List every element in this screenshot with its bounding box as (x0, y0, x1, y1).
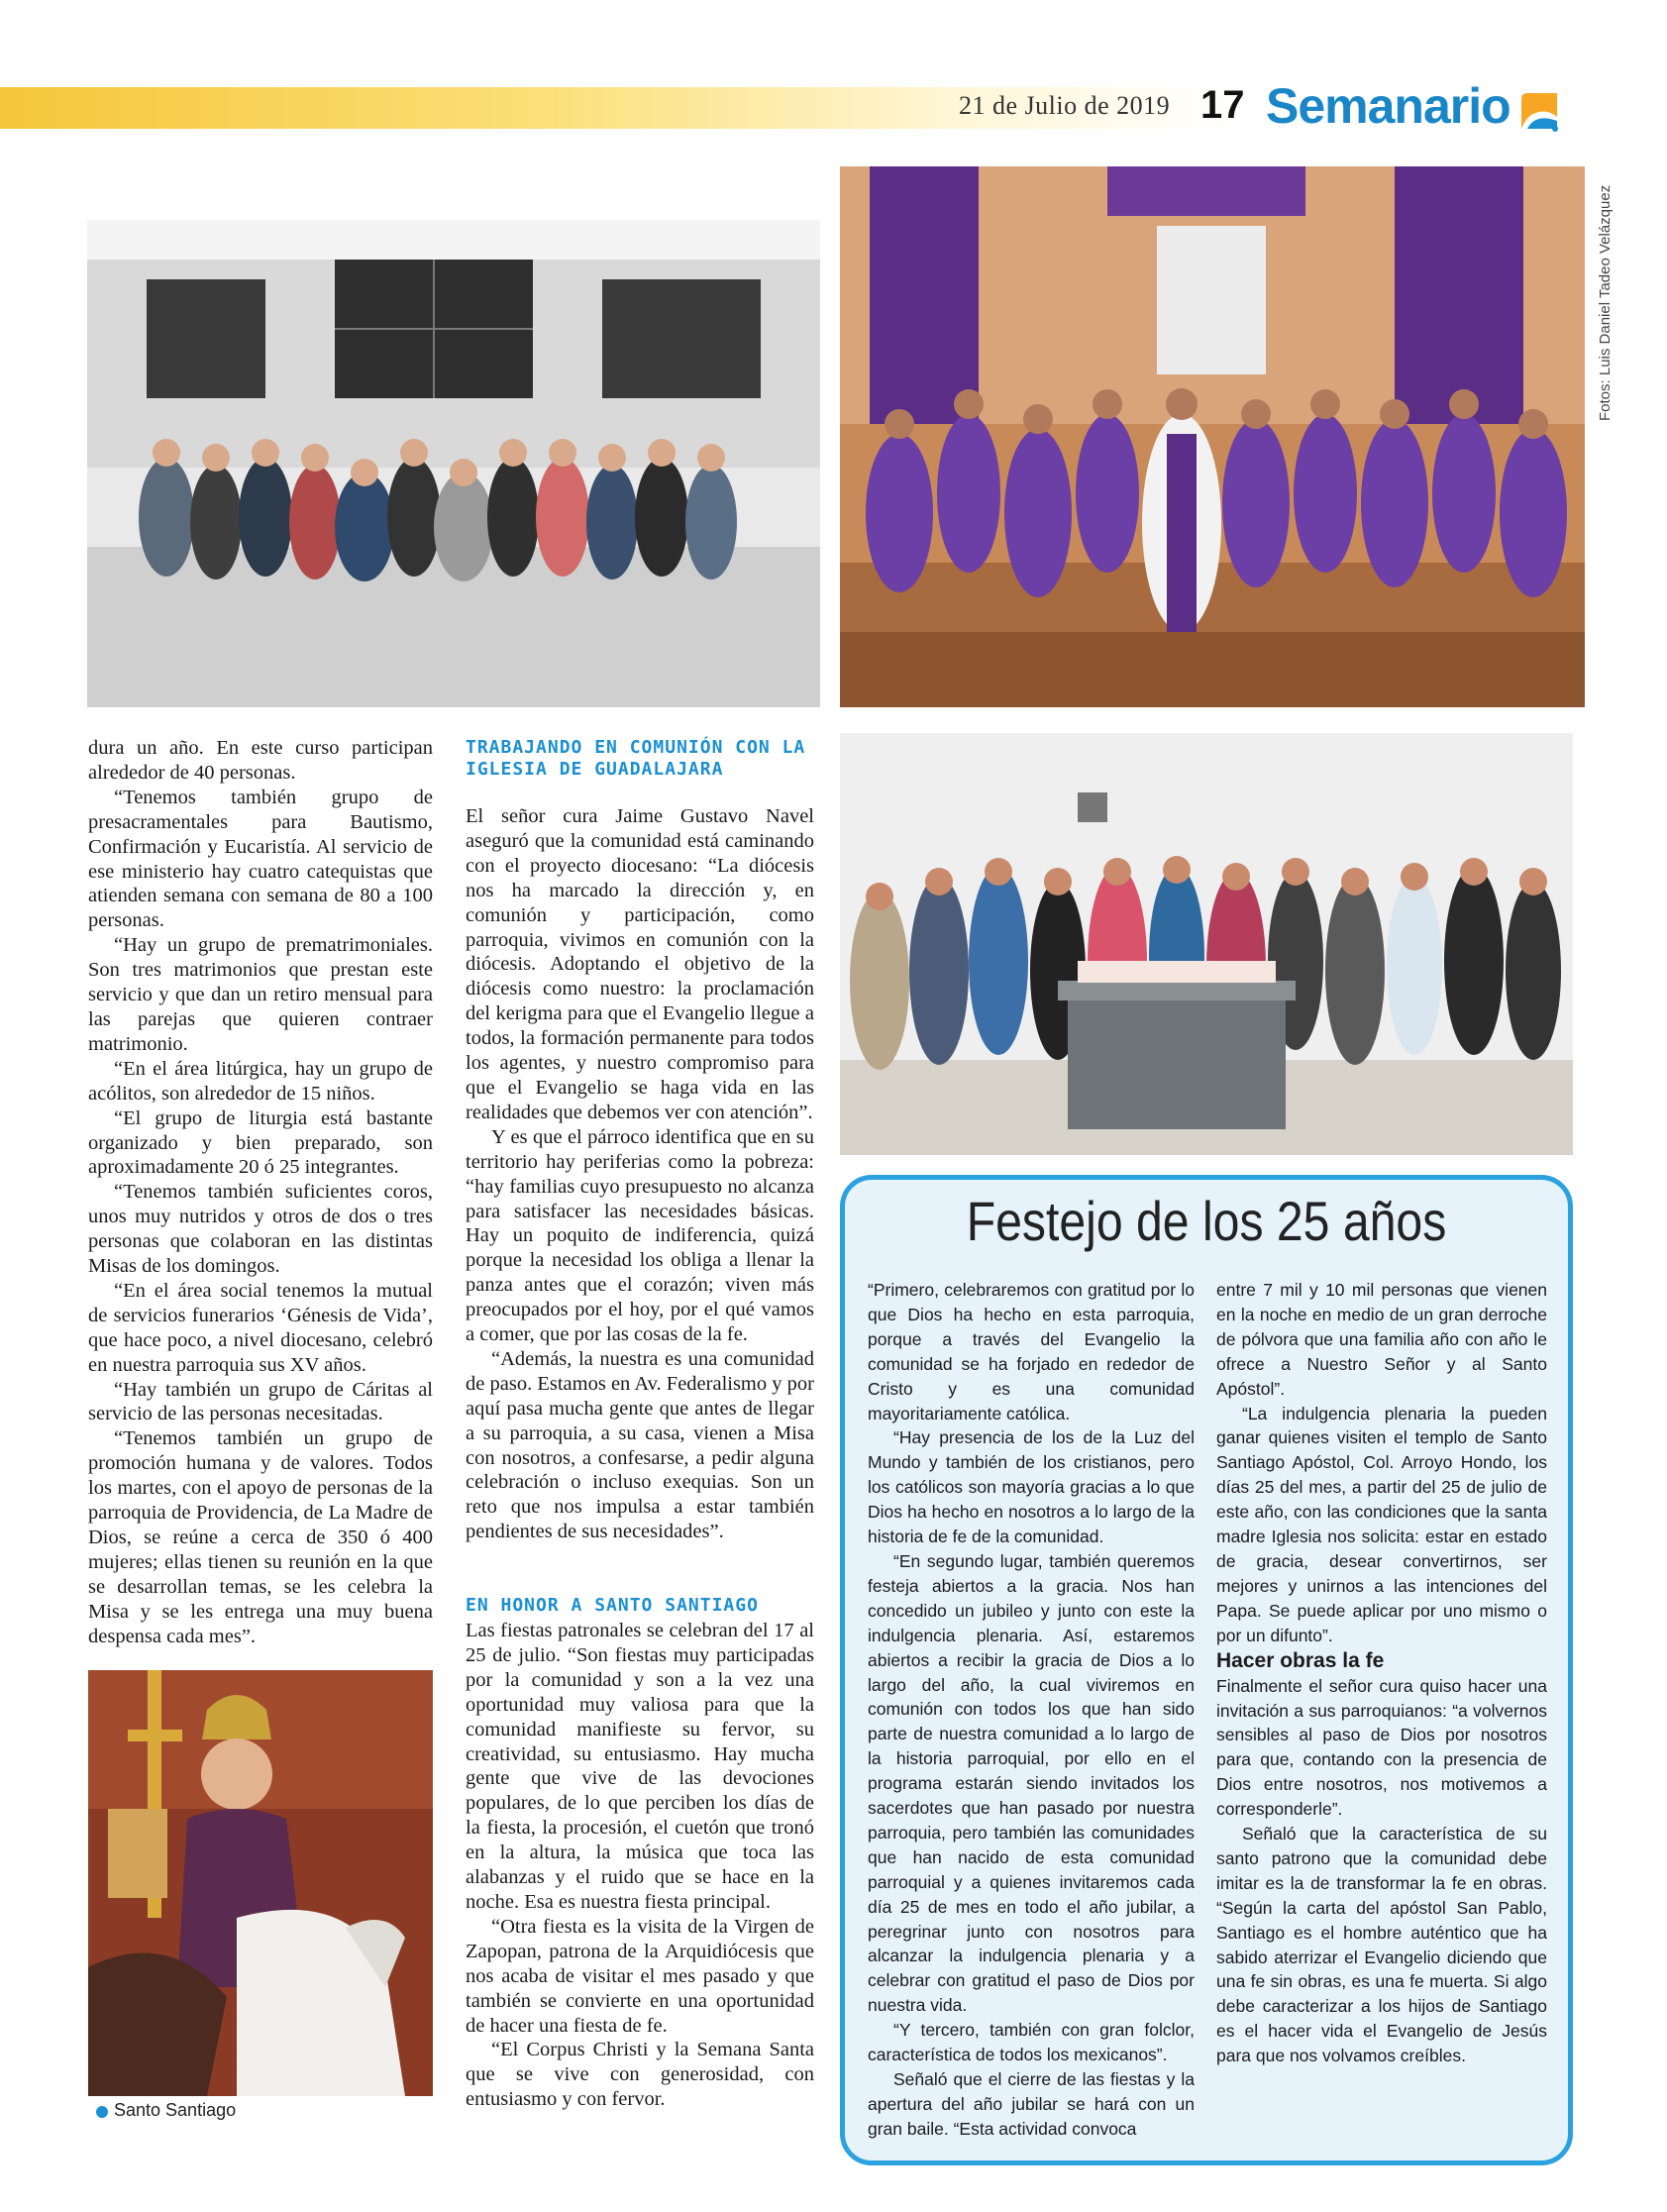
photo-credit: Fotos: Luis Daniel Tadeo Velázquez (1597, 184, 1614, 421)
paragraph: “Tenemos también grupo de presacramentales para Bautismo, Confirmación y Eucaristía. Al servicio de ese ministerio hay cuatro catequistas que atienden semana con semana de 80 a 100 personas. (88, 786, 433, 932)
paragraph: “Tenemos también suficientes coros, unos muy nutridos y otros de dos o tres personas que colaboran en las distintas Misas de los domingos. (88, 1181, 433, 1278)
paragraph: Las fiestas patronales se celebran del 17 al 25 de julio. “Son fiestas muy participadas por la comunidad y son a la vez una oportunidad muy valiosa para que la comunidad manifieste su fervor, su creatividad, su entusiasmo. Hay mucha gente que vive de las devociones populares, de lo que perciben los días de la fiesta, la procesión, el cuetón que tronó en la altura, la música que toca las alabanzas y el ruido que se hace en la noche. Esa es nuestra fiesta principal. (466, 1620, 814, 1913)
photo-group-altar (840, 166, 1585, 707)
section-heading-santo-santiago: EN HONOR A SANTO SANTIAGO (466, 1595, 759, 1616)
box-column-2 (1216, 1278, 1547, 2068)
paragraph: “El grupo de liturgia está bastante organizado y bien preparado, son aproximadamente 20 ó 25 integrantes. (88, 1106, 433, 1179)
paragraph: entre 7 mil y 10 mil personas que vienen en la noche en medio de un gran derroche de pólvora que una familia año con año le ofrece a Nuestro Señor y al Santo Apóstol”. (1216, 1280, 1547, 1399)
paragraph: “Hay presencia de los de la Luz del Mundo y también de los cristianos, pero los católicos son mayoría gracias a lo que Dios ha hecho en nosotros a lo largo de la historia de fe de la comunidad. (868, 1427, 1195, 1547)
article-column-2-bottom (466, 1619, 814, 2112)
photo-caption: Santo Santiago (114, 2100, 237, 2120)
section-heading-comunion: TRABAJANDO EN COMUNIÓN CON LA IGLESIA DE GUADALAJARA (466, 737, 806, 780)
paragraph: “La indulgencia plenaria la pueden ganar quienes visiten el templo de Santo Santiago Apóstol, Col. Arroyo Hondo, los días 25 del mes, a partir del 25 de julio de este año, con las condiciones que la santa madre Iglesia nos solicita: estar en estado de gracia, desear convertirnos, ser mejores y unirnos a las intenciones del Papa. Se puede aplicar por uno mismo o por un difunto”. (1216, 1403, 1547, 1645)
issue-date: 21 de Julio de 2019 (959, 91, 1171, 120)
paragraph: El señor cura Jaime Gustavo Navel aseguró que la comunidad está caminando con el proyecto diocesano: “La diócesis nos ha marcado la dirección y, en comunión y participación, como parroquia, vivimos en comunión con la diócesis. Adoptando el objetivo de la diócesis como nuestro: la proclamación del kerigma para que el Evangelio llegue a todos, la formación permanente para todos los agentes, y nuestro compromiso para que el Evangelio se haga vida en las realidades que debemos ver con atención”. (466, 805, 814, 1123)
paragraph: “El Corpus Christi y la Semana Santa que se vive con generosidad, con entusiasmo y con fervor. (466, 2039, 814, 2111)
paragraph: Y es que el párroco identifica que en su territorio hay periferias como la pobreza: “hay familias cuyo presupuesto no alcanza para satisfacer las necesidades básicas. Hay un poquito de indiferencia, quizá porque la necesidad los obliga a llenar la panza antes que el corazón; viven más preocupados por el hoy, por el qué vamos a comer, que por las cosas de la fe. (466, 1125, 814, 1346)
article-column-2-top (466, 804, 814, 1544)
paragraph: “Además, la nuestra es una comunidad de paso. Estamos en Av. Federalismo y por aquí pasa mucha gente que antes de llegar a su parroquia, a su casa, vienen a Misa con nosotros, a confesarse, a pedir alguna celebración o incluso exequias. Son un reto que nos impulsa a estar también pendientes de sus necesidades”. (466, 1347, 814, 1543)
page-number: 17 (1200, 83, 1245, 127)
paragraph: “Primero, celebraremos con gratitud por lo que Dios ha hecho en esta parroquia, porque a través del Evangelio la comunidad se ha forjado en rededor de Cristo y es una comunidad mayoritariamente católica. (868, 1280, 1195, 1423)
paragraph: “En el área litúrgica, hay un grupo de acólitos, son alrededor de 15 niños. (88, 1057, 433, 1105)
caption-bullet-icon (96, 2106, 108, 2118)
photo-group-patio (87, 220, 820, 707)
paragraph: dura un año. En este curso participan alrededor de 40 personas. (88, 737, 433, 784)
paragraph: Señaló que el cierre de las fiestas y la apertura del año jubilar se hará con un gran baile. “Esta actividad convoca (868, 2069, 1195, 2139)
box-subheading: Hacer obras la fe (1216, 1648, 1385, 1672)
brand-logo-text: Semanario (1266, 78, 1511, 134)
paragraph: Finalmente el señor cura quiso hacer una invitación a sus parroquianos: “a volvernos sensibles al paso de Dios por nosotros para que, contando con la presencia de Dios entre nosotros, nos motivemos a corresponderle”. (1216, 1675, 1547, 1820)
paragraph: “En el área social tenemos la mutual de servicios funerarios ‘Génesis de Vida’, que hace poco, a nivel diocesano, celebró en nuestra parroquia sus XV años. (88, 1279, 433, 1376)
paragraph: “Hay un grupo de prematrimoniales. Son tres matrimonios que prestan este servicio y que dan un retiro mensual para las parejas que quieren contraer matrimonio. (88, 934, 433, 1055)
paragraph: “Hay también un grupo de Cáritas al servicio de las personas necesitadas. (88, 1378, 433, 1425)
paragraph: Señaló que la característica de su santo patrono que la comunidad debe imitar es la de transformar la fe en obras. “Según la carta del apóstol San Pablo, Santiago es el hombre auténtico que ha sabido aterrizar el Evangelio diciendo que una fe sin obras, es una fe muerta. Si algo debe caracterizar a los hijos de Santiago es el hacer vida el Evangelio de Jesús para que nos volvamos creíbles. (1216, 1824, 1547, 2066)
paragraph: “Otra fiesta es la visita de la Virgen de Zapopan, patrona de la Arquidiócesis que nos acaba de visitar el mes pasado y que también se convierte en una oportunidad de hacer una fiesta de fe. (466, 1915, 814, 2037)
box-title: Festejo de los 25 años (966, 1190, 1447, 1252)
paragraph: “En segundo lugar, también queremos festeja abiertos a la gracia. Nos han concedido un jubileo y junto con este la indulgencia plenaria. Así, estaremos abiertos a recibir la gracia de Dios a lo largo del año, la cual viviremos en comunión con todos los que han sido parte de nuestra comunidad a lo largo de la historia parroquial, por ello en el programa estarán siendo invitados los sacerdotes que han pasado por nuestra parroquia, pero también las comunidades que han nacido de esta comunidad parroquial y a quienes invitaremos cada día 25 de mes en todo el año jubilar, a peregrinar junto con nosotros para alcanzar la indulgencia plenaria y a celebrar con gratitud el paso de Dios por nuestra vida. (868, 1550, 1195, 2016)
paragraph: “Tenemos también un grupo de promoción humana y de valores. Todos los martes, con el apoyo de personas de la parroquia de Providencia, de La Madre de Dios, se reúne a cerca de 350 ó 400 mujeres; ellas tienen su reunión en la que se desarrollan temas, se les celebra la Misa y se les entrega una muy buena despensa cada mes”. (88, 1427, 433, 1647)
photo-santo-santiago (88, 1670, 433, 2096)
paragraph: “Y tercero, también con gran folclor, característica de todos los mexicanos”. (868, 2020, 1195, 2065)
article-column-1 (88, 736, 433, 1649)
photo-group-desk (840, 733, 1573, 1155)
brand-logo-icon (1517, 89, 1561, 133)
box-column-1 (868, 1278, 1195, 2142)
